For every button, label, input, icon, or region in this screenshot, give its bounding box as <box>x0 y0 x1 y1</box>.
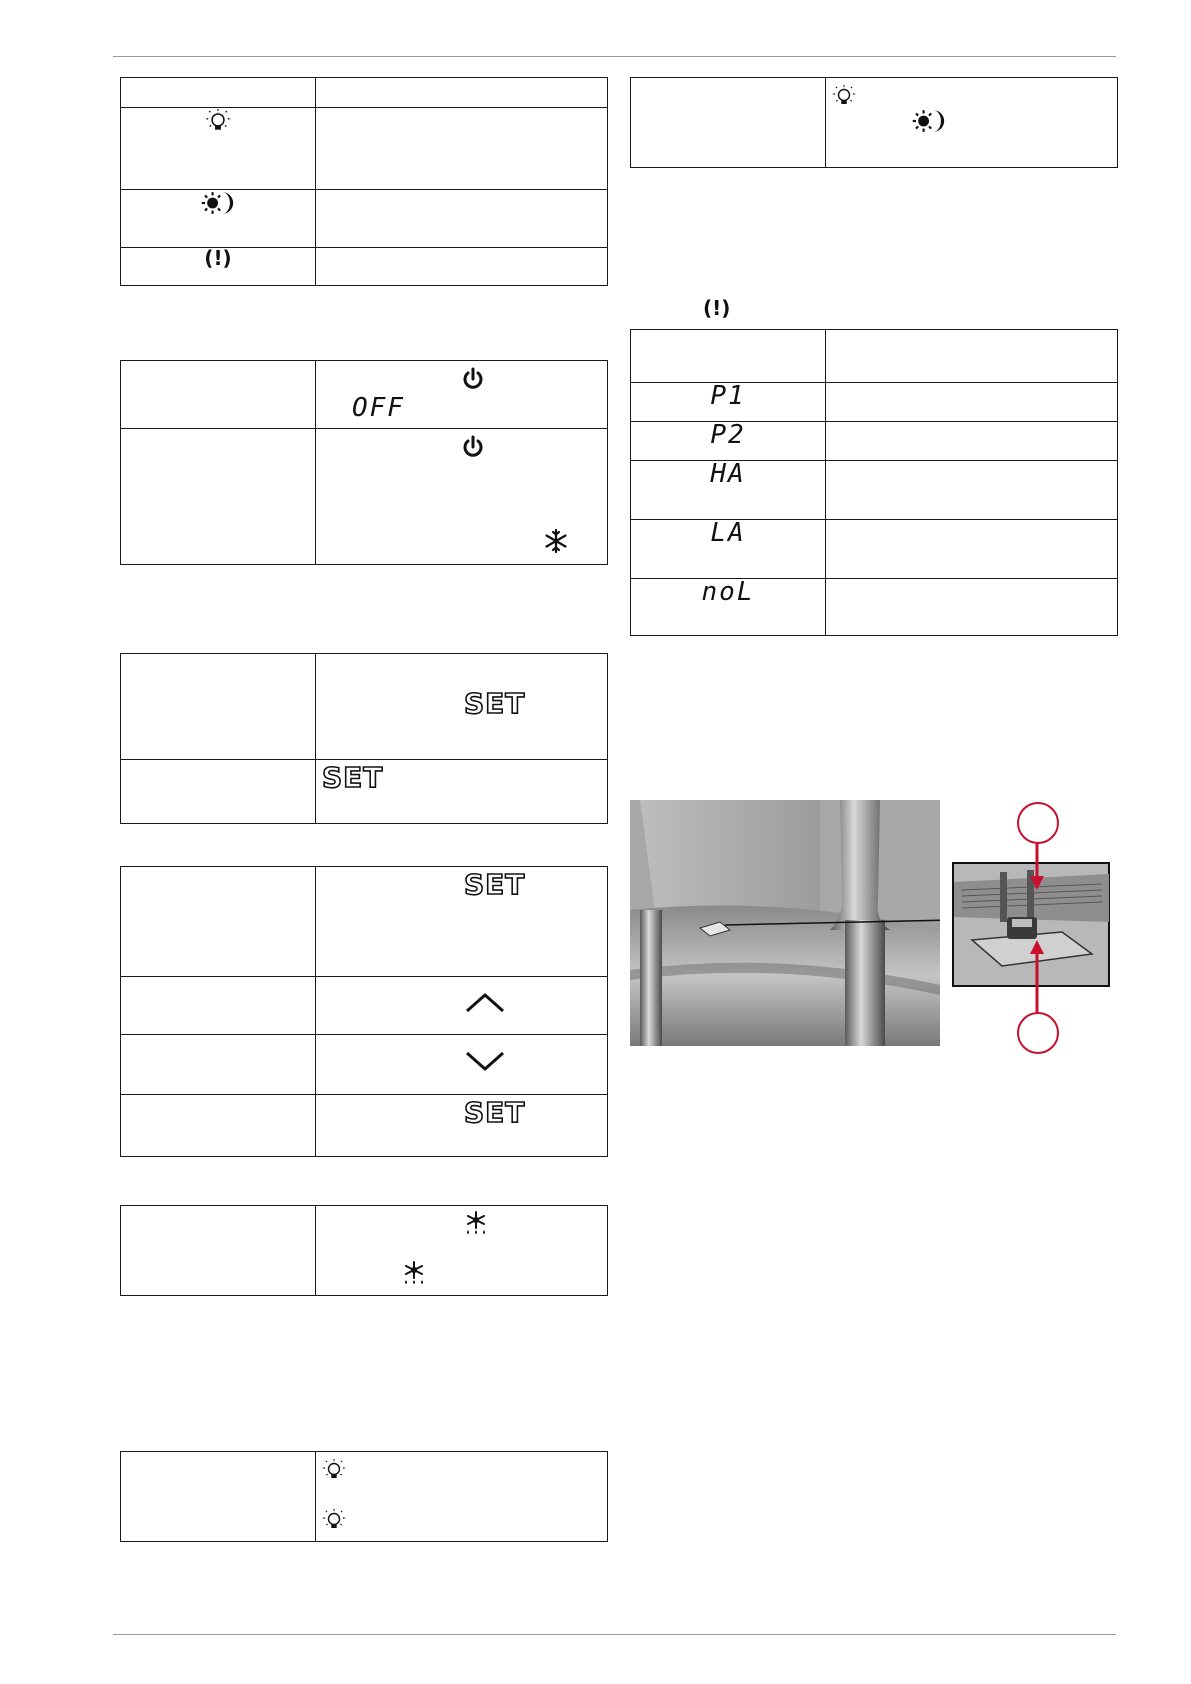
alarm-code-p1: P1 <box>710 381 746 411</box>
table-row <box>121 654 608 760</box>
table-row <box>121 429 608 565</box>
power-icon <box>461 435 485 459</box>
set-table <box>120 653 608 824</box>
arrow-up-icon <box>464 991 506 1015</box>
alarm-code-nol: noL <box>701 577 755 607</box>
table-row <box>121 108 608 190</box>
power-table <box>120 360 608 565</box>
footer-rule <box>113 1634 1116 1635</box>
light-table <box>120 1451 608 1542</box>
sun-moon-icon <box>912 108 946 134</box>
table-row <box>631 461 1118 520</box>
table-row <box>121 1095 608 1157</box>
table-row <box>121 760 608 824</box>
indicator-symbols-table <box>120 77 608 286</box>
light-bulb-icon <box>322 1508 346 1532</box>
sun-moon-icon <box>201 190 235 216</box>
setpoint-table <box>120 866 608 1157</box>
table-row <box>121 248 608 286</box>
lamp-daynight-table <box>630 77 1118 168</box>
table-row <box>631 520 1118 579</box>
defrost-table <box>120 1205 608 1296</box>
set-button-symbol: SET <box>322 761 384 794</box>
table-row <box>121 1206 608 1296</box>
table-row <box>121 361 608 429</box>
callout-circle-1 <box>1017 802 1059 844</box>
alarm-icon: (!) <box>703 296 731 320</box>
table-row <box>121 1452 608 1542</box>
light-bulb-icon <box>832 84 856 108</box>
defrost-icon <box>464 1210 488 1236</box>
set-button-symbol: SET <box>464 1096 526 1129</box>
alarm-code-ha: HA <box>710 459 746 489</box>
table-row <box>631 330 1118 383</box>
set-button-symbol: SET <box>464 868 526 901</box>
set-button-symbol: SET <box>464 687 526 720</box>
alarm-icon: (!) <box>204 246 232 270</box>
table-row <box>121 1035 608 1095</box>
table-row <box>121 78 608 108</box>
header-rule <box>113 56 1116 57</box>
table-row <box>631 78 1118 168</box>
table-row <box>121 867 608 977</box>
alarm-code-la: LA <box>710 518 746 548</box>
arrow-down-icon <box>464 1049 506 1073</box>
light-bulb-icon <box>205 108 231 134</box>
callout-circle-2 <box>1017 1012 1059 1054</box>
defrost-icon <box>402 1260 426 1286</box>
power-icon <box>461 367 485 391</box>
table-row <box>631 579 1118 636</box>
alarm-code-p2: P2 <box>710 420 746 450</box>
display-off-readout: OFF <box>352 393 405 423</box>
table-row <box>631 422 1118 461</box>
snowflake-icon <box>544 529 568 553</box>
table-row <box>121 977 608 1035</box>
appliance-photo <box>630 800 940 1046</box>
light-bulb-icon <box>322 1458 346 1482</box>
table-row <box>631 383 1118 422</box>
alarm-codes-table <box>630 329 1118 636</box>
table-row <box>121 190 608 248</box>
